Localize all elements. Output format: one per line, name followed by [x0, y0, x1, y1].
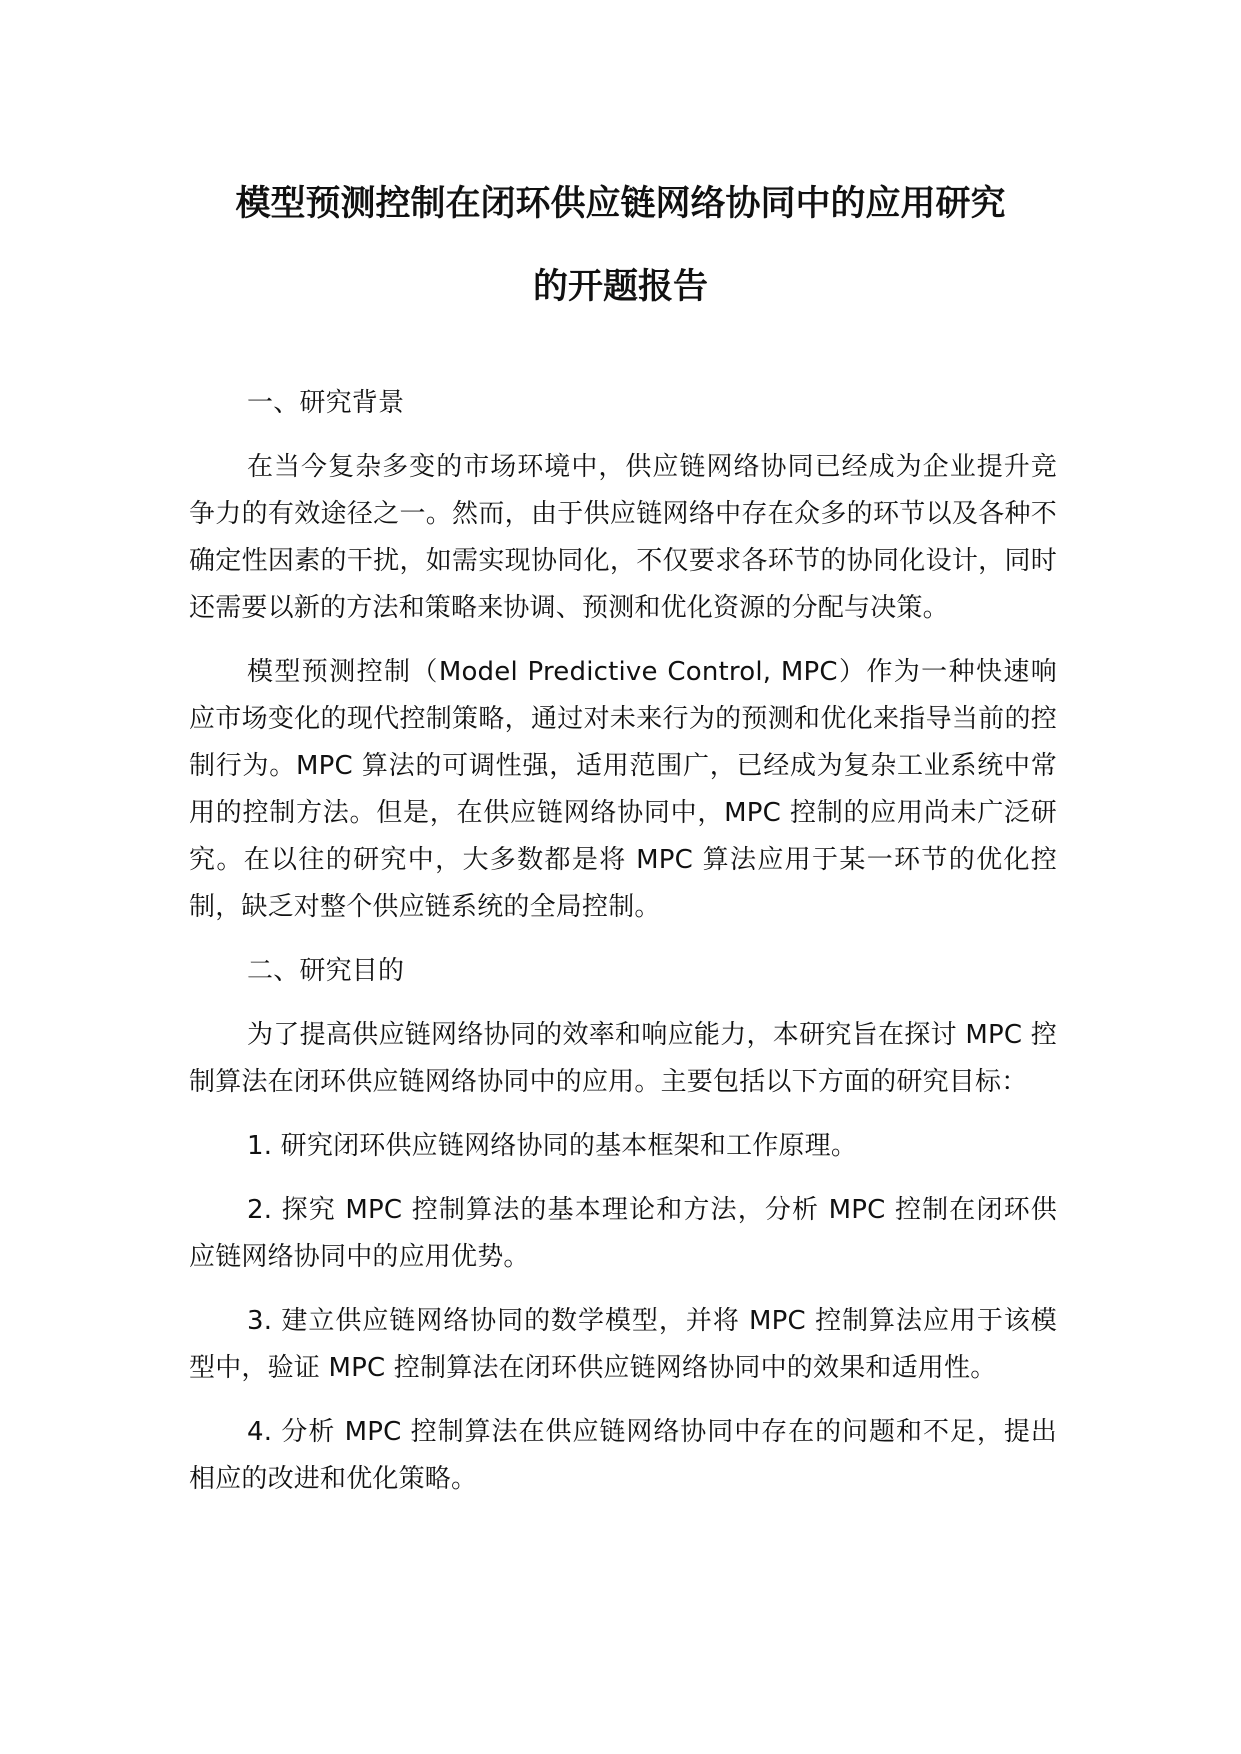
list-item: 3. 建立供应链网络协同的数学模型，并将 MPC 控制算法应用于该模型中，验证 MPC 控制算法在闭环供应链网络协同中的效果和适用性。 — [189, 1306, 1057, 1383]
list-item: 2. 探究 MPC 控制算法的基本理论和方法，分析 MPC 控制在闭环供应链网络协同中的应用优势。 — [189, 1195, 1057, 1272]
section-heading-background: 一、研究背景 — [247, 388, 405, 418]
paragraph: 在当今复杂多变的市场环境中，供应链网络协同已经成为企业提升竞争力的有效途径之一。然而，由于供应链网络中存在众多的环节以及各种不确定性因素的干扰，如需实现协同化，不仅要求各环节的协同化设计，同时还需要以新的方法和策略来协调、预测和优化资源的分配与决策。 — [189, 452, 1057, 623]
document-body — [189, 380, 1057, 1520]
document-title-line1: 模型预测控制在闭环供应链网络协同中的应用研究 — [235, 184, 1006, 224]
paragraph: 为了提高供应链网络协同的效率和响应能力，本研究旨在探讨 MPC 控制算法在闭环供应链网络协同中的应用。主要包括以下方面的研究目标： — [189, 1020, 1057, 1097]
paragraph: 模型预测控制（Model Predictive Control, MPC）作为一种快速响应市场变化的现代控制策略，通过对未来行为的预测和优化来指导当前的控制行为。MPC 算法的可调性强，适用范围广，已经成为复杂工业系统中常用的控制方法。但是，在供应链网络协同中，MPC 控制的应用尚未广泛研究。在以往的研究中，大多数都是将 MPC 算法应用于某一环节的优化控制，缺乏对整个供应链系统的全局控制。 — [189, 657, 1057, 922]
section-heading-objectives: 二、研究目的 — [247, 956, 405, 986]
list-item: 4. 分析 MPC 控制算法在供应链网络协同中存在的问题和不足，提出相应的改进和优化策略。 — [189, 1417, 1057, 1494]
document-title-line2: 的开题报告 — [532, 267, 708, 307]
list-item: 1. 研究闭环供应链网络协同的基本框架和工作原理。 — [247, 1131, 858, 1161]
